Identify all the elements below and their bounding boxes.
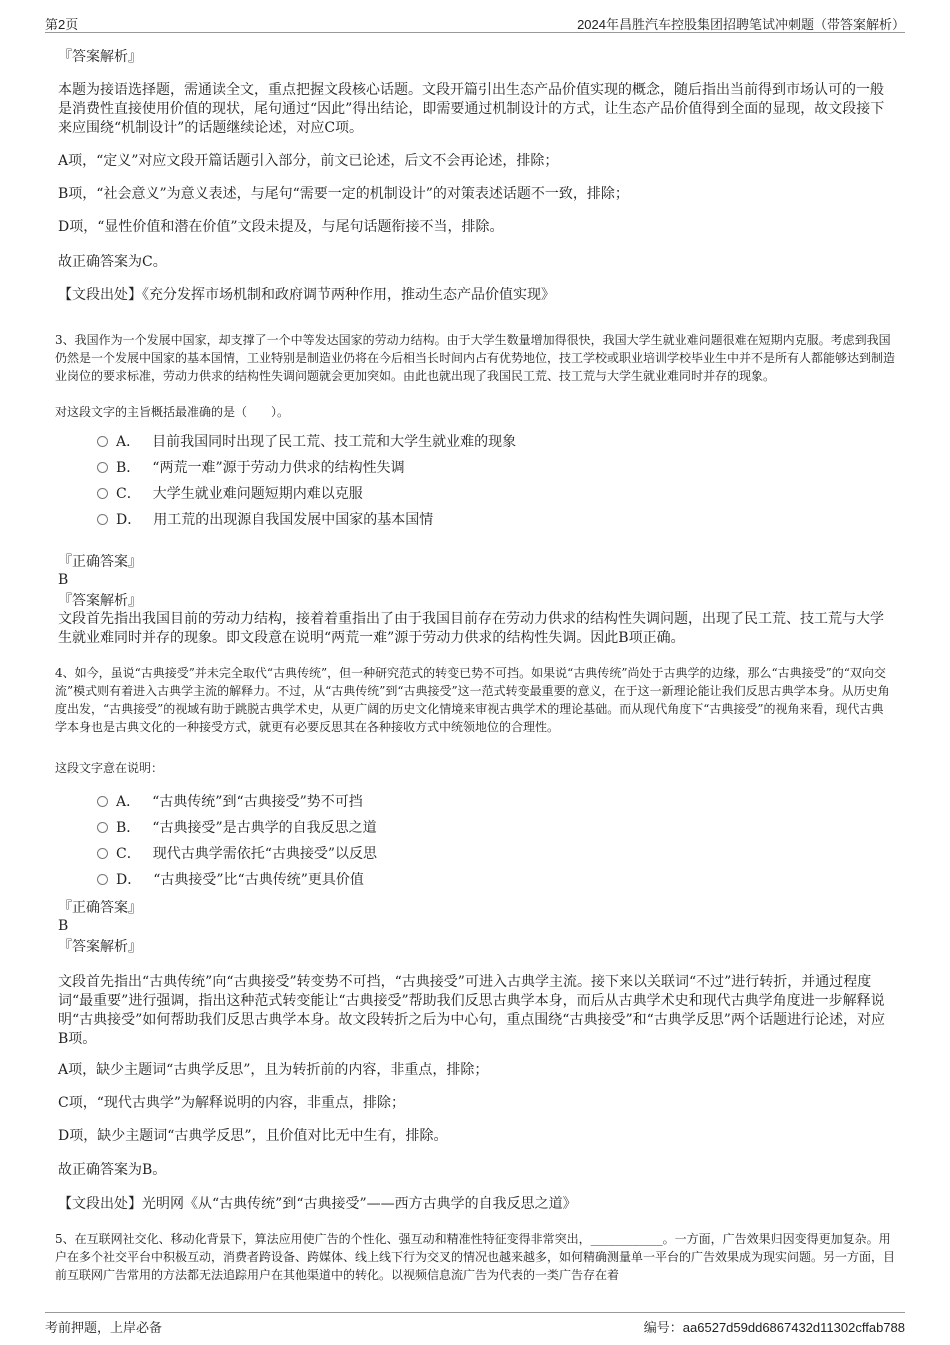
radio-icon	[97, 462, 108, 473]
q2-analysis-label: 『答案解析』	[58, 49, 142, 65]
q3-analysis-label: 『答案解析』	[58, 593, 142, 609]
radio-icon	[97, 514, 108, 525]
q3-option-b[interactable]: B． “两荒一难”源于劳动力供求的结构性失调	[97, 458, 405, 478]
q4-answer-label: 『正确答案』	[58, 900, 142, 916]
q4-option-a-note: A项，缺少主题词“古典学反思”，且为转折前的内容，非重点，排除；	[58, 1062, 489, 1078]
q4-answer: B	[58, 918, 69, 934]
q2-option-a-note: A项，“定义”对应文段开篇话题引入部分，前文已论述，后文不会再论述，排除；	[58, 153, 559, 169]
q4-analysis-label: 『答案解析』	[58, 939, 142, 955]
q2-source: 【文段出处】《充分发挥市场机制和政府调节两种作用，推动生态产品价值实现》	[58, 287, 555, 303]
page-footer	[45, 1312, 905, 1335]
q2-option-b-note: B项，“社会意义”为意义表述，与尾句“需要一定的机制设计”的对策表述话题不一致，排除；	[58, 186, 629, 202]
q4-option-d[interactable]: D． “古典接受”比“古典传统”更具价值	[97, 870, 364, 890]
q5-stem: 5、在互联网社交化、移动化背景下，算法应用使广告的个性化、强互动和精准性特征变得非常突出，____________。一方面，广告效果归因变得更加复杂。用户在多个社交平台中积极互动，消费者跨设备、跨媒体、线上线下行为交叉的情况也越来越多，如何精确测量单一平台的广告效果成为现实问题。另一方面，目前互联网广告常用的方法都无法追踪用户在其他渠道中的转化。以视频信息流广告为代表的一类广告存在着	[55, 1232, 895, 1282]
footer-slogan: 考前押题，上岸必备	[45, 1320, 163, 1335]
radio-icon	[97, 796, 108, 807]
q3-option-c[interactable]: C． 大学生就业难问题短期内难以克服	[97, 484, 363, 504]
radio-icon	[97, 822, 108, 833]
radio-icon	[97, 488, 108, 499]
document-id: 编号：aa6527d59dd6867432d11302cffab788	[643, 1320, 905, 1335]
q2-option-d-note: D项，“显性价值和潜在价值”文段未提及，与尾句话题衔接不当，排除。	[58, 219, 504, 235]
page-header	[45, 12, 905, 33]
radio-icon	[97, 436, 108, 447]
q3-stem: 3、我国作为一个发展中国家，却支撑了一个中等发达国家的劳动力结构。由于大学生数量增加得很快，我国大学生就业难问题很难在短期内克服。考虑到我国仍然是一个发展中国家的基本国情，工业特别是制造业仍将在今后相当长时间内占有优势地位，技工学校或职业培训学校毕业生中并不是所有人都能够达到制造业岗位的要求标准，劳动力供求的结构性失调问题就会更加突如。由此也就出现了我国民工荒、技工荒与大学生就业难同时并存的现象。	[55, 333, 896, 383]
q4-source: 【文段出处】光明网《从“古典传统”到“古典接受”——西方古典学的自我反思之道》	[58, 1196, 577, 1212]
q4-analysis: 文段首先指出“古典传统”向“古典接受”转变势不可挡，“古典接受”可进入古典学主流。接下来以关联词“不过”进行转折，并通过程度词“最重要”进行强调，指出这种范式转变能让“古典接受”帮助我们反思古典学本身，而后从古典学术史和现代古典学角度进一步解释说明“古典接受”如何帮助我们反思古典学本身。故文段转折之后为中心句，重点围绕“古典接受”和“古典学反思”两个话题进行论述，对应B项。	[58, 974, 885, 1047]
q2-analysis: 本题为接语选择题，需通读全文，重点把握文段核心话题。文段开篇引出生态产品价值实现的概念，随后指出当前得到市场认可的一般是消费性直接使用价值的现状，尾句通过“因此”得出结论，即需要通过机制设计的方式，让生态产品价值得到全面的显现，故文段接下来应围绕“机制设计”的话题继续论述，对应C项。	[58, 82, 885, 136]
q3-analysis: 文段首先指出我国目前的劳动力结构，接着着重指出了由于我国目前存在劳动力供求的结构性失调问题，出现了民工荒、技工荒与大学生就业难同时并存的现象。即文段意在说明“两荒一难”源于劳动力供求的结构性失调。因此B项正确。	[58, 611, 884, 646]
q4-option-a[interactable]: A． “古典传统”到“古典接受”势不可挡	[97, 792, 363, 812]
q3-question: 对这段文字的主旨概括最准确的是（ ）。	[55, 405, 290, 419]
q3-answer: B	[58, 572, 69, 588]
q2-conclusion: 故正确答案为C。	[58, 254, 167, 270]
q4-option-c[interactable]: C． 现代古典学需依托“古典接受”以反思	[97, 844, 377, 864]
page-number: 第2页	[45, 17, 79, 32]
q4-question: 这段文字意在说明：	[55, 761, 164, 775]
q4-option-d-note: D项，缺少主题词“古典学反思”，且价值对比无中生有，排除。	[58, 1128, 448, 1144]
q3-answer-label: 『正确答案』	[58, 554, 142, 570]
q4-stem: 4、如今，虽说“古典接受”并未完全取代“古典传统”，但一种研究范式的转变已势不可挡。如果说“古典传统”尚处于古典学的边缘，那么“古典接受”的“双向交流”模式则有着进入古典学主流的解释力。不过，从“古典传统”到“古典接受”这一范式转变最重要的意义，在于这一新理论能让我们反思古典学本身。从历史角度出发，“古典接受”的视域有助于跳脱古典学术史，从更广阔的历史文化情境来审视古典学术的理论基础。而从现代角度下“古典接受”的视角来看，现代古典学本身也是古典文化的一种接受方式，就更有必要反思其在各种接收方式中统领地位的合理性。	[55, 666, 890, 734]
radio-icon	[97, 848, 108, 859]
q3-option-d[interactable]: D． 用工荒的出现源自我国发展中国家的基本国情	[97, 510, 433, 530]
q3-option-a[interactable]: A． 目前我国同时出现了民工荒、技工荒和大学生就业难的现象	[97, 432, 516, 452]
q4-option-c-note: C项，“现代古典学”为解释说明的内容，非重点，排除；	[58, 1095, 406, 1111]
q4-option-b[interactable]: B． “古典接受”是古典学的自我反思之道	[97, 818, 377, 838]
q4-conclusion: 故正确答案为B。	[58, 1162, 167, 1178]
radio-icon	[97, 874, 108, 885]
document-title: 2024年昌胜汽车控股集团招聘笔试冲刺题（带答案解析）	[577, 17, 905, 32]
